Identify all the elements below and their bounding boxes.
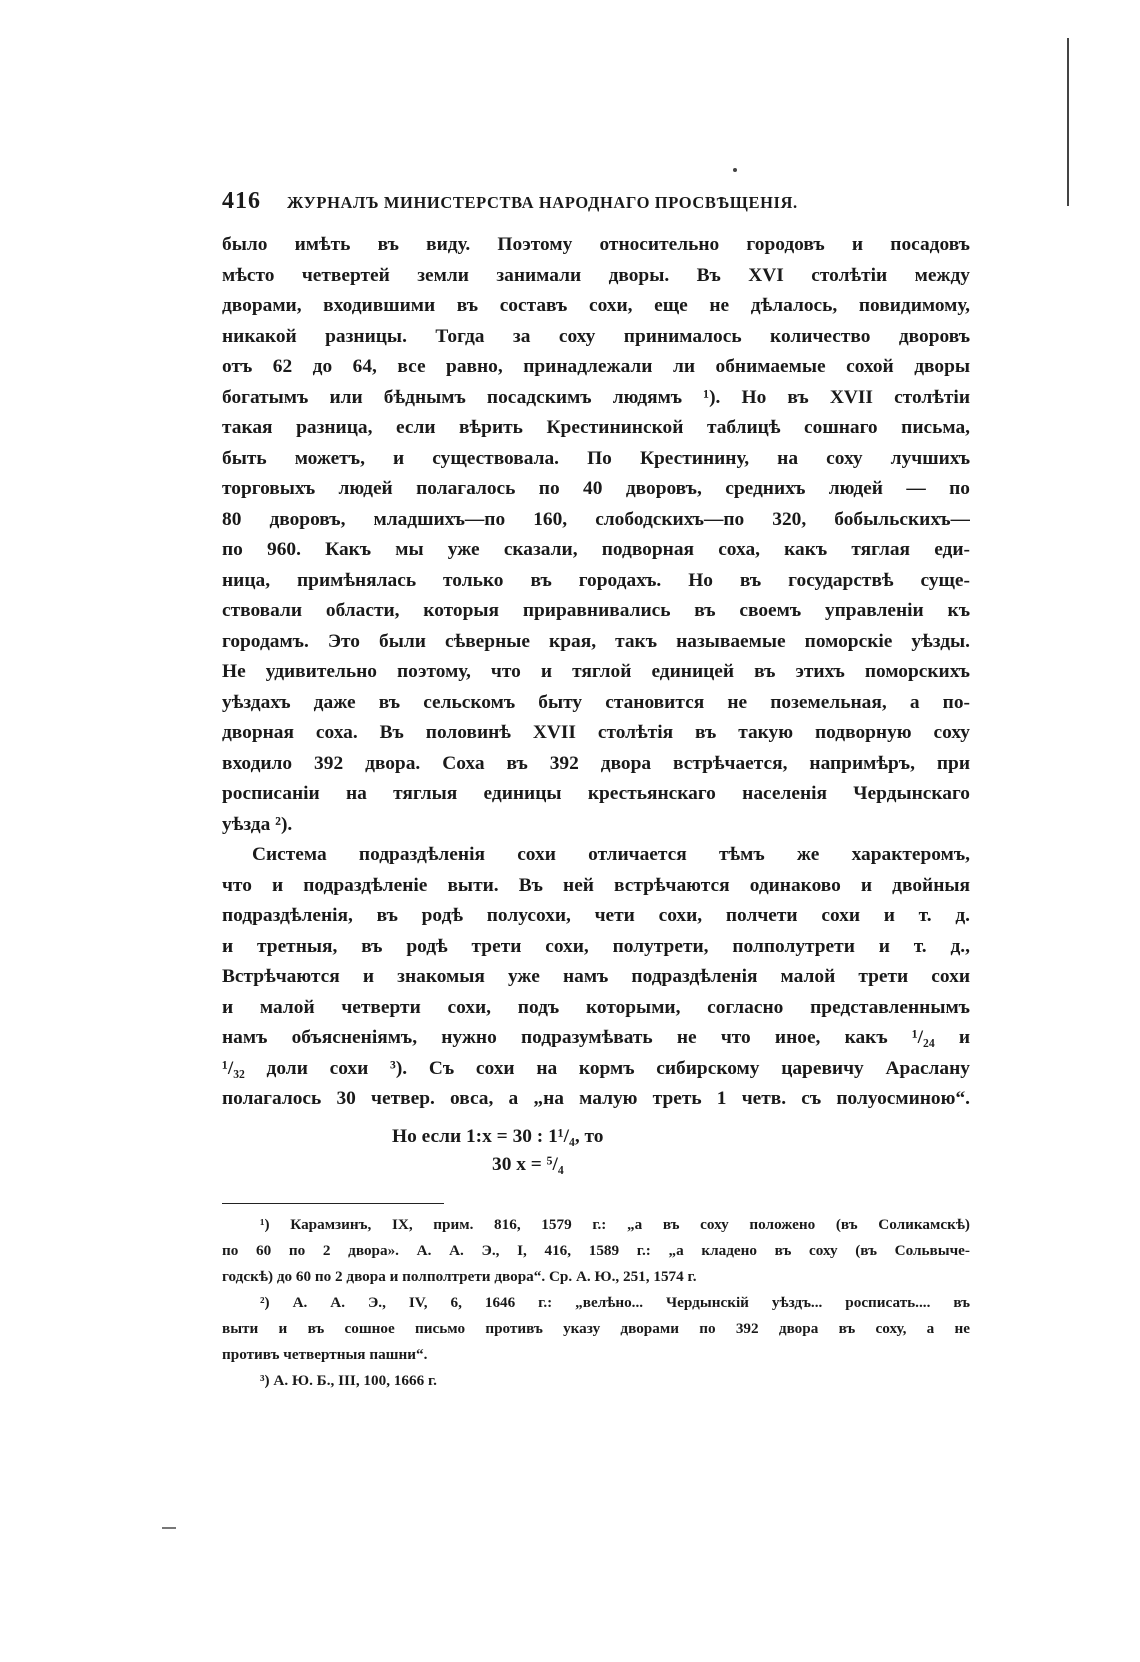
- footnote-line: по 60 по 2 двора». А. А. Э., I, 416, 1589 г.: „а кладено въ соху (въ Сольвыче-: [222, 1241, 970, 1259]
- text-line: богатымъ или бѣднымъ посадскимъ людямъ ¹). Но въ XVII столѣтіи: [222, 386, 970, 408]
- main-text: [222, 230, 970, 1115]
- text-line: ница, примѣнялась только въ городахъ. Но въ государствѣ суще-: [222, 569, 970, 591]
- text-line: Встрѣчаются и знакомыя уже намъ подраздѣленія малой трети сохи: [222, 966, 970, 987]
- page-header: [222, 188, 970, 224]
- text-line: такая разница, если вѣрить Крестининской таблицѣ сошнаго письма,: [222, 417, 970, 438]
- text-line: никакой разницы. Тогда за соху принималось количество дворовъ: [222, 325, 970, 347]
- footnote-line: противъ четвертныя пашни“.: [222, 1345, 428, 1363]
- text-line: отъ 62 до 64, все равно, принадлежали ли обнимаемые сохой дворы: [222, 356, 970, 377]
- text-line: по 960. Какъ мы уже сказали, подворная соха, какъ тяглая еди-: [222, 539, 970, 560]
- scan-edge-line: [1067, 38, 1069, 206]
- footnote-line: ²) А. А. Э., IV, 6, 1646 г.: „велѣно... Чердынскій уѣздъ... росписать.... въ: [260, 1293, 970, 1311]
- text-line: полагалось 30 четвер. овса, а „на малую треть 1 четв. съ полуосминою“.: [222, 1088, 970, 1109]
- footnote-line: ³) А. Ю. Б., III, 100, 1666 г.: [260, 1371, 437, 1389]
- footnote-line: годскѣ) до 60 по 2 двора и полполтрети двора“. Ср. А. Ю., 251, 1574 г.: [222, 1267, 697, 1285]
- text-line: входило 392 двора. Соха въ 392 двора встрѣчается, напримѣръ, при: [222, 752, 970, 774]
- text-line: торговыхъ людей полагалось по 40 дворовъ, среднихъ людей — по: [222, 478, 970, 499]
- text-line: подраздѣленія, въ родѣ полусохи, чети сохи, полчети сохи и т. д.: [222, 905, 970, 926]
- text-line: уѣздахъ даже въ сельскомъ быту становится не поземельная, а по-: [222, 691, 970, 713]
- text-line: 80 дворовъ, младшихъ—по 160, слободскихъ—по 320, бобыльскихъ—: [222, 508, 970, 530]
- footnote-line: выти и въ сошное письмо противъ указу дворами по 392 двора въ соху, а не: [222, 1319, 970, 1337]
- footnotes: [222, 1212, 970, 1394]
- footnote-divider: [222, 1203, 444, 1204]
- text-line: было имѣть въ виду. Поэтому относительно городовъ и посадовъ: [222, 234, 970, 255]
- scan-edge-mark: [162, 1527, 176, 1529]
- text-line: и малой четверти сохи, подъ которыми, согласно представленнымъ: [222, 996, 970, 1018]
- text-line: дворная соха. Въ половинѣ XVII столѣтія въ такую подворную соху: [222, 722, 970, 743]
- text-line: ствовали области, которыя приравнивались въ своемъ управленіи къ: [222, 600, 970, 621]
- text-line: дворами, входившими въ составъ сохи, еще не дѣлалось, повидимому,: [222, 295, 970, 316]
- scan-speck: [733, 168, 737, 172]
- text-line: мѣсто четвертей земли занимали дворы. Въ XVI столѣтіи между: [222, 264, 970, 286]
- text-line: Система подраздѣленія сохи отличается тѣмъ же характеромъ,: [252, 844, 970, 865]
- book-page: [222, 188, 970, 1394]
- formula-line: Но если 1:x = 30 : 1¹/₄, то: [392, 1125, 604, 1147]
- text-line: намъ объясненіямъ, нужно подразумѣвать не что иное, какъ ¹/₂₄ и: [222, 1027, 970, 1048]
- text-line: городамъ. Это были сѣверные края, такъ называемые поморскіе уѣзды.: [222, 630, 970, 652]
- text-line: быть можетъ, и существовала. По Крестинину, на соху лучшихъ: [222, 447, 970, 469]
- page-number: 416: [222, 188, 261, 214]
- text-line: уѣзда ²).: [222, 813, 293, 835]
- formula-line: 30 x = ⁵/₄: [492, 1153, 564, 1175]
- running-title: ЖУРНАЛЪ МИНИСТЕРСТВА НАРОДНАГО ПРОСВѢЩЕНІЯ.: [287, 193, 798, 212]
- text-line: ¹/₃₂ доли сохи ³). Съ сохи на кормъ сибирскому царевичу Араслану: [222, 1057, 970, 1079]
- text-line: Не удивительно поэтому, что и тяглой единицей въ этихъ поморскихъ: [222, 661, 970, 682]
- text-line: росписаніи на тяглыя единицы крестьянскаго населенія Чердынскаго: [222, 783, 970, 804]
- text-line: и третныя, въ родѣ трети сохи, полутрети, полполутрети и т. д.,: [222, 935, 970, 957]
- text-line: что и подраздѣленіе выти. Въ ней встрѣчаются одинаково и двойныя: [222, 874, 970, 896]
- footnote-line: ¹) Карамзинъ, IX, прим. 816, 1579 г.: „а въ соху положено (въ Соликамскѣ): [260, 1215, 970, 1233]
- formula: [222, 1123, 970, 1179]
